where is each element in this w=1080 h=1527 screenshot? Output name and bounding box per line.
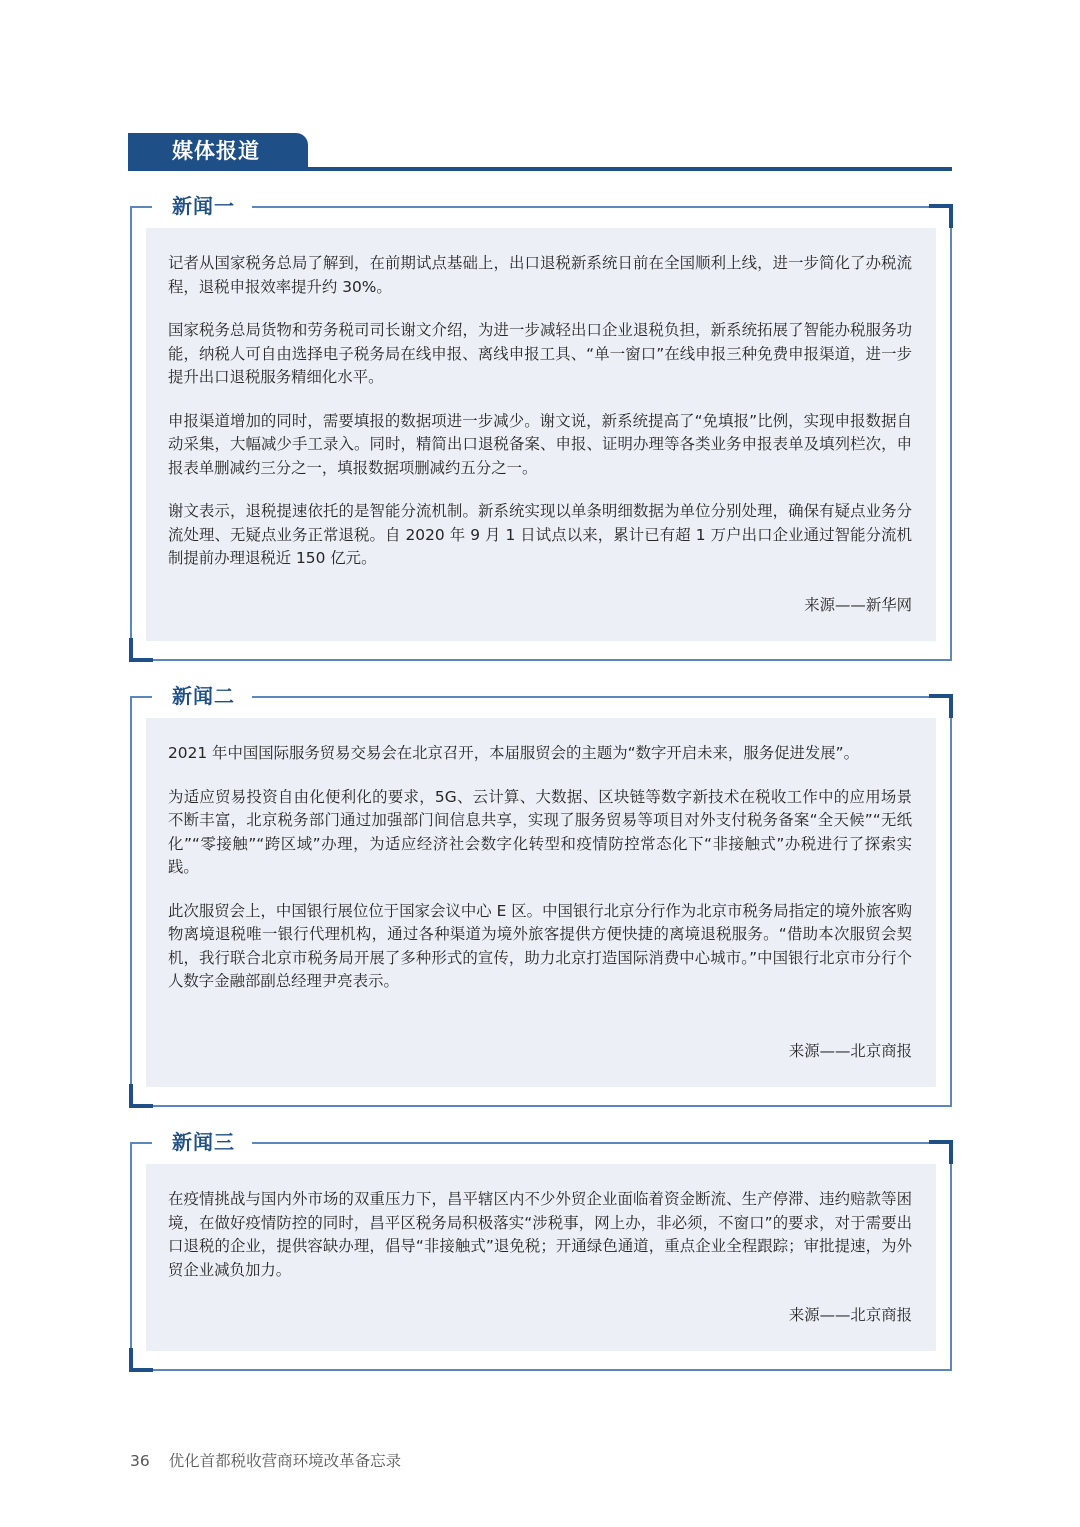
page-footer (130, 1449, 401, 1471)
news-card-1 (130, 196, 952, 661)
news-card-2 (130, 686, 952, 1107)
page-number: 36 (130, 1452, 150, 1470)
news-paragraph: 记者从国家税务总局了解到，在前期试点基础上，出口退税新系统日前在全国顺利上线，进一步简化了办税流程，退税申报效率提升约 30%。 (168, 254, 912, 296)
news-paragraph: 国家税务总局货物和劳务税司司长谢文介绍，为进一步减轻出口企业退税负担，新系统拓展了智能办税服务功能，纳税人可自由选择电子税务局在线申报、离线申报工具、“单一窗口”在线申报三种免费申报渠道，进一步提升出口退税服务精细化水平。 (168, 321, 912, 386)
news-panel (146, 228, 936, 641)
news-source: 来源——北京商报 (788, 1042, 912, 1060)
news-title: 新闻三 (164, 1128, 243, 1156)
news-paragraph: 为适应贸易投资自由化便利化的要求，5G、云计算、大数据、区块链等数字新技术在税收工作中的应用场景不断丰富，北京税务部门通过加强部门间信息共享，实现了服务贸易等项目对外支付税务备案“全天候”“无纸化”“零接触”“跨区域”办理，为适应经济社会数字化转型和疫情防控常态化下“非接触式”办税进行了探索实践。 (168, 787, 912, 876)
news-title: 新闻一 (164, 192, 243, 220)
news-source: 来源——北京商报 (788, 1306, 912, 1324)
news-paragraph: 谢文表示，退税提速依托的是智能分流机制。新系统实现以单条明细数据为单位分别处理，确保有疑点业务分流处理、无疑点业务正常退税。自 2020 年 9 月 1 日试点以来，累计已有超 1 万户出口企业通过智能分流机制提前办理退税近 150 亿元。 (168, 502, 912, 567)
news-paragraph: 2021 年中国国际服务贸易交易会在北京召开，本届服贸会的主题为“数字开启未来，服务促进发展”。 (168, 744, 860, 762)
news-panel (146, 718, 936, 1087)
section-header (128, 133, 952, 173)
news-card-3 (130, 1132, 952, 1371)
book-title: 优化首都税收营商环境改革备忘录 (168, 1452, 402, 1470)
news-panel (146, 1164, 936, 1351)
news-source: 来源——新华网 (804, 596, 912, 614)
news-paragraph: 在疫情挑战与国内外市场的双重压力下，昌平辖区内不少外贸企业面临着资金断流、生产停滞、违约赔款等困境，在做好疫情防控的同时，昌平区税务局积极落实“涉税事，网上办，非必须，不窗口”的要求，对于需要出口退税的企业，提供容缺办理，倡导“非接触式”退免税；开通绿色通道，重点企业全程跟踪；审批提速，为外贸企业减负加力。 (168, 1190, 912, 1279)
section-title: 媒体报道 (128, 133, 308, 169)
news-title: 新闻二 (164, 682, 243, 710)
section-divider (128, 167, 952, 171)
news-paragraph: 申报渠道增加的同时，需要填报的数据项进一步减少。谢文说，新系统提高了“免填报”比例，实现申报数据自动采集，大幅减少手工录入。同时，精简出口退税备案、申报、证明办理等各类业务申报表单及填列栏次，申报表单删减约三分之一，填报数据项删减约五分之一。 (168, 411, 912, 477)
news-paragraph: 此次服贸会上，中国银行展位位于国家会议中心 E 区。中国银行北京分行作为北京市税务局指定的境外旅客购物离境退税唯一银行代理机构，通过各种渠道为境外旅客提供方便快捷的离境退税服务。“借助本次服贸会契机，我行联合北京市税务局开展了多种形式的宣传，助力北京打造国际消费中心城市。”中国银行北京市分行个人数字金融部副总经理尹亮表示。 (168, 901, 912, 990)
